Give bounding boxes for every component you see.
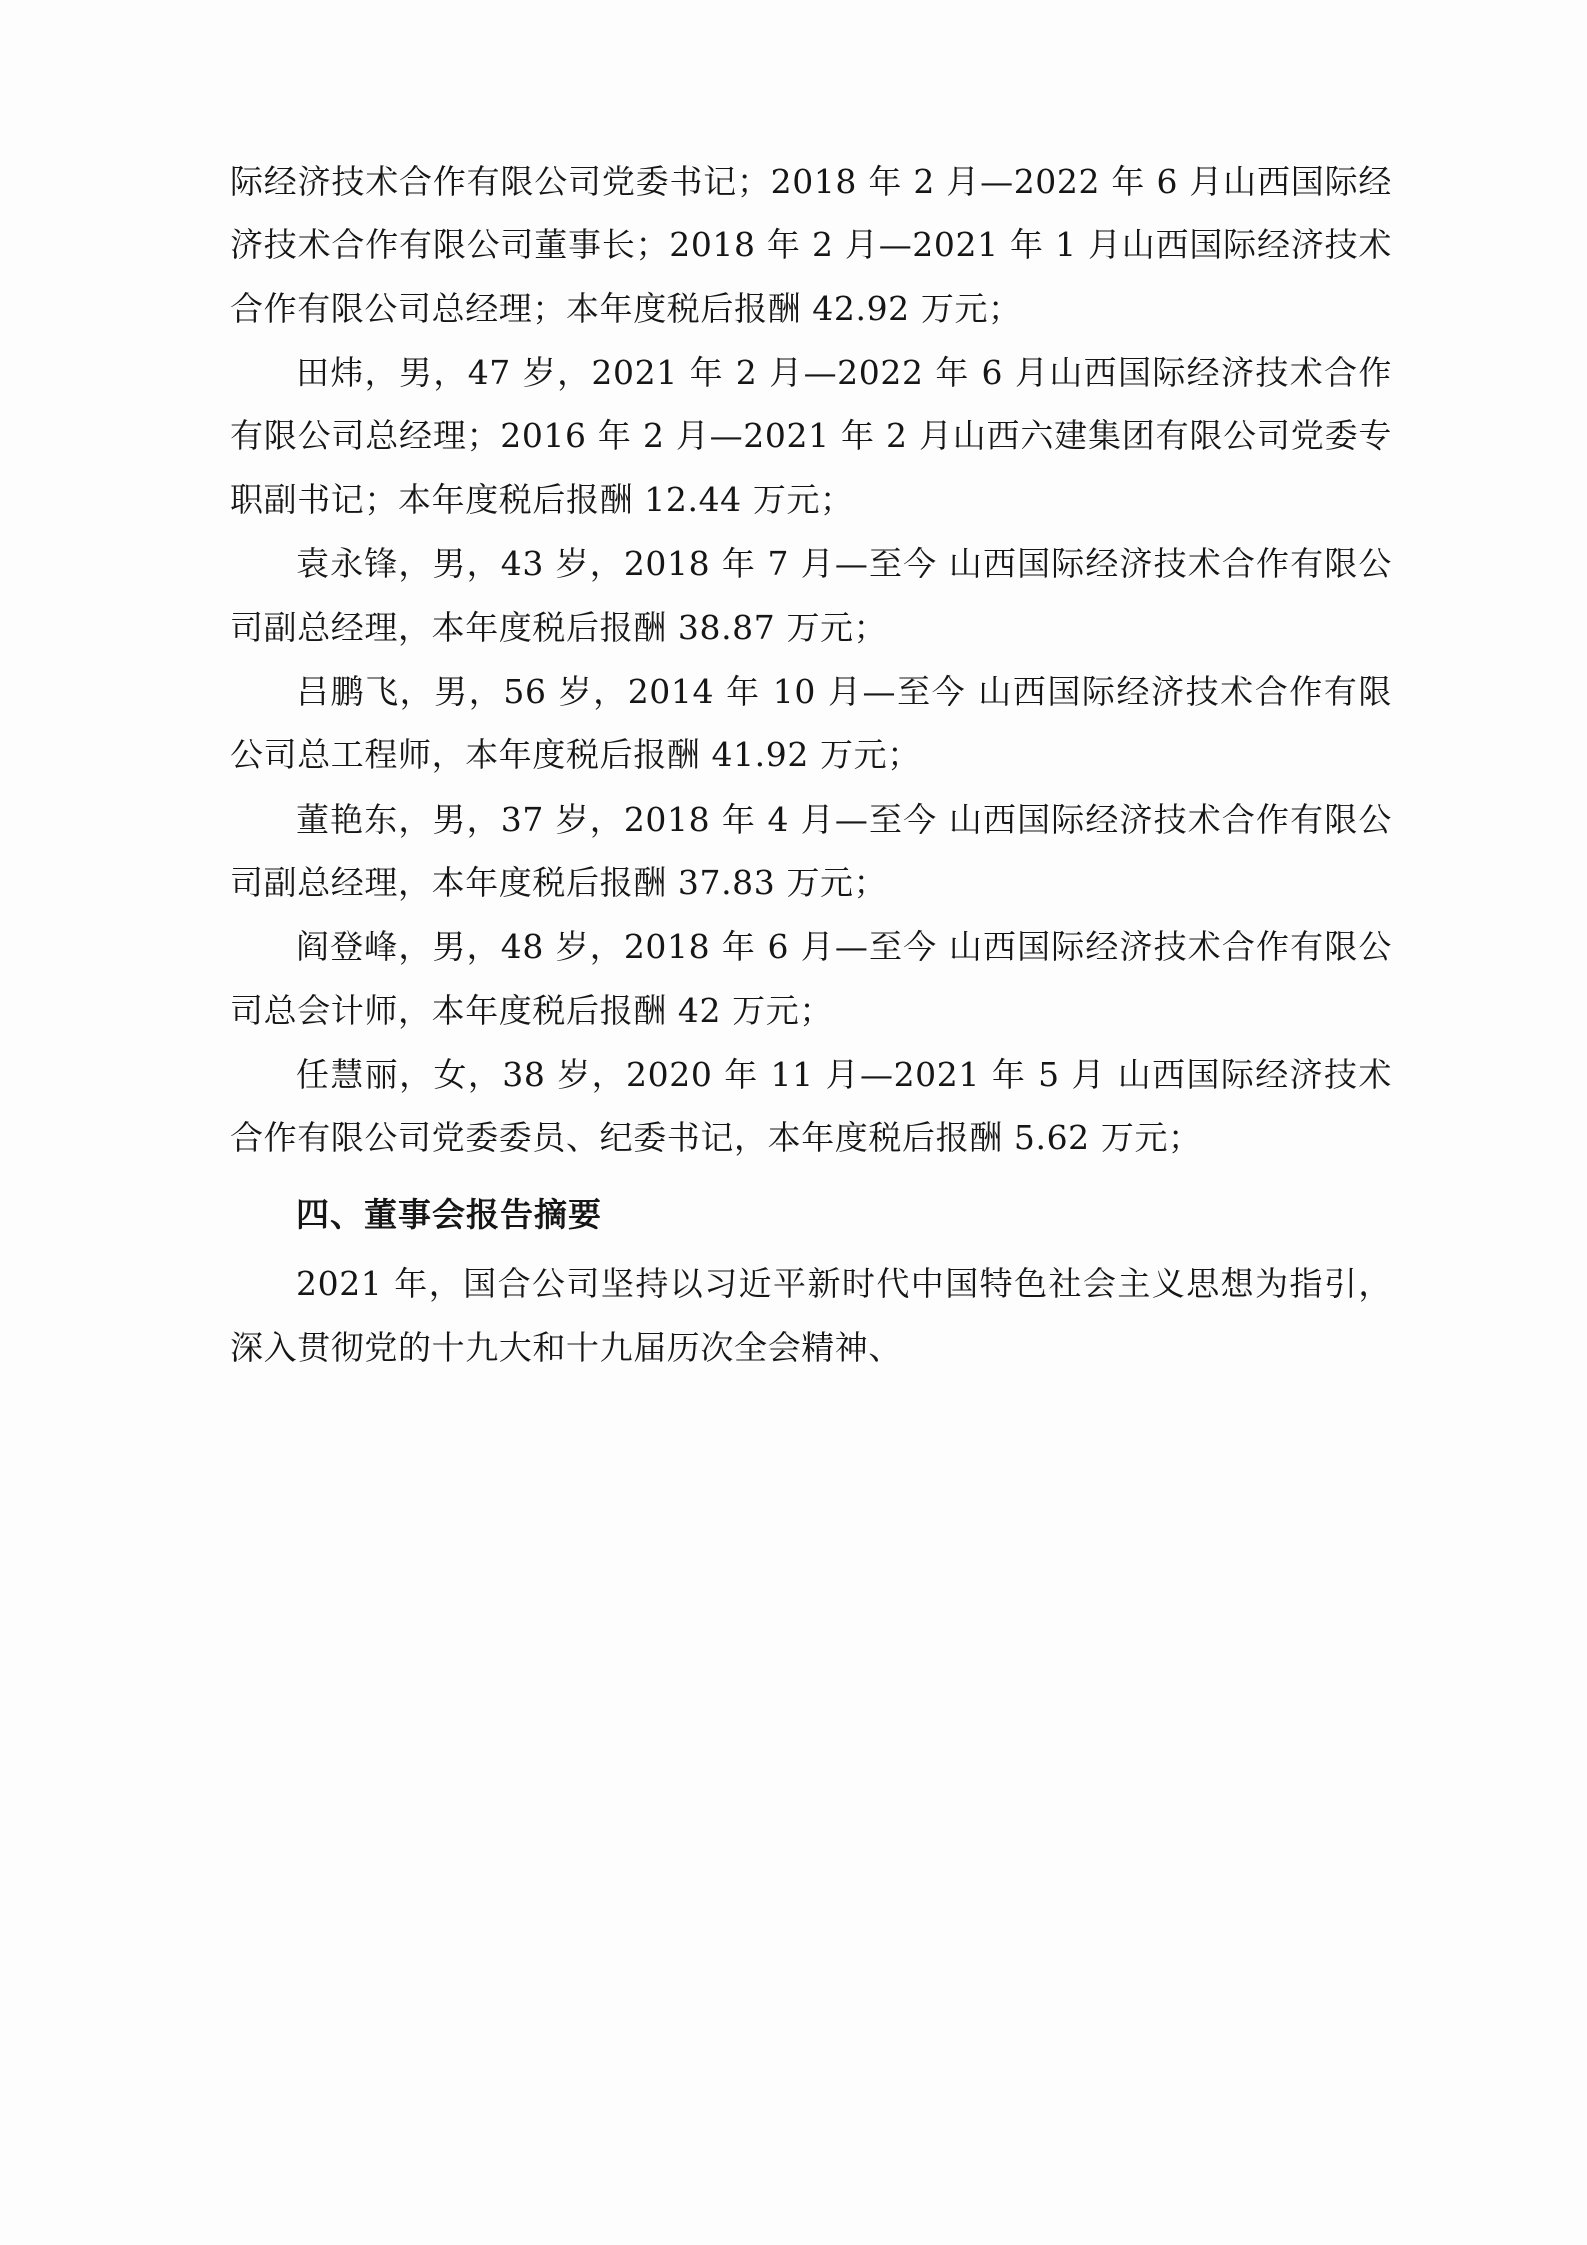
paragraph-yuanyongfeng: 袁永锋，男，43 岁，2018 年 7 月—至今 山西国际经济技术合作有限公司副总经理，本年度税后报酬 38.87 万元； [230, 544, 1392, 647]
section-heading-board-report-summary: 四、董事会报告摘要 [296, 1194, 602, 1234]
paragraph-continued-zhang: 际经济技术合作有限公司党委书记；2018 年 2 月—2022 年 6 月山西国际经济技术合作有限公司董事长；2018 年 2 月—2021 年 1 月山西国际经济技术合作有限公司总经理；本年度税后报酬 42.92 万元； [230, 162, 1392, 328]
paragraph-dongyandong: 董艳东，男，37 岁，2018 年 4 月—至今 山西国际经济技术合作有限公司副总经理，本年度税后报酬 37.83 万元； [230, 799, 1392, 902]
paragraph-board-report: 2021 年，国合公司坚持以习近平新时代中国特色社会主义思想为指引，深入贯彻党的十九大和十九届历次全会精神、 [230, 1264, 1392, 1367]
paragraph-yandengfeng: 阎登峰，男，48 岁，2018 年 6 月—至今 山西国际经济技术合作有限公司总会计师，本年度税后报酬 42 万元； [230, 927, 1392, 1030]
paragraph-tianwei: 田炜，男，47 岁，2021 年 2 月—2022 年 6 月山西国际经济技术合作有限公司总经理；2016 年 2 月—2021 年 2 月山西六建集团有限公司党委专职副书记；本年度税后报酬 12.44 万元； [230, 353, 1392, 519]
paragraph-lupengfei: 吕鹏飞，男，56 岁，2014 年 10 月—至今 山西国际经济技术合作有限公司总工程师，本年度税后报酬 41.92 万元； [230, 671, 1392, 775]
paragraph-renhuili: 任慧丽，女，38 岁，2020 年 11 月—2021 年 5 月 山西国际经济技术合作有限公司党委委员、纪委书记，本年度税后报酬 5.62 万元； [230, 1055, 1392, 1158]
document-body [230, 150, 1392, 1379]
